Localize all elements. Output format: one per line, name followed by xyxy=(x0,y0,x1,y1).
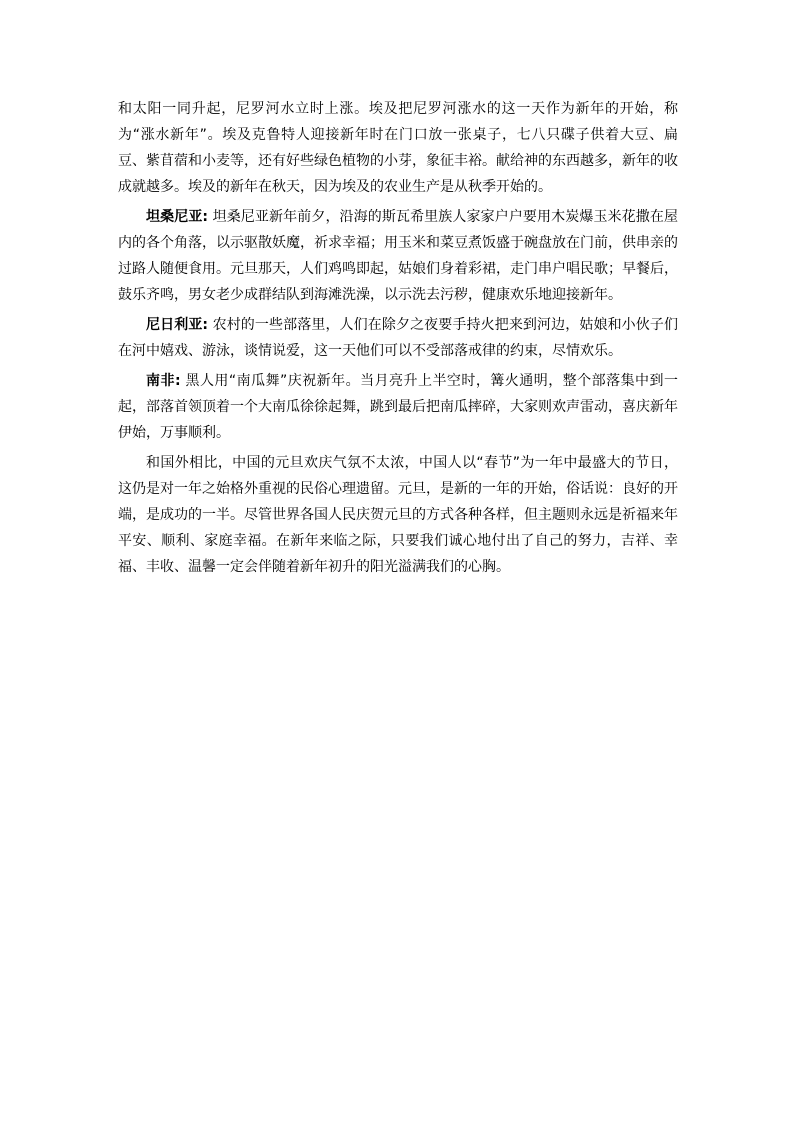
paragraph-nigeria xyxy=(118,312,678,364)
country-label-tanzania: 坦桑尼亚: xyxy=(146,209,209,225)
paragraph-egypt xyxy=(118,96,678,200)
paragraph-text: 和国外相比，中国的元旦欢庆气氛不太浓，中国人以“春节”为一年中最盛大的节日，这仍是对一年之始格外重视的民俗心理遗留。元旦，是新的一年的开始，俗话说：良好的开端，是成功的一半。尽管世界各国人民庆贺元旦的方式各种各样，但主题则永远是祈福来年平安、顺利、家庭幸福。在新年来临之际，只要我们诚心地付出了自己的努力，吉祥、幸福、丰收、温馨一定会伴随着新年初升的阳光溢满我们的心胸。 xyxy=(118,455,678,575)
paragraph-china-comparison xyxy=(118,450,678,580)
paragraph-south-africa xyxy=(118,368,678,446)
paragraph-text: 农村的一些部落里，人们在除夕之夜要手持火把来到河边，姑娘和小伙子们在河中嬉戏、游泳，谈情说爱，这一天他们可以不受部落戒律的约束，尽情欢乐。 xyxy=(118,317,678,359)
paragraph-tanzania xyxy=(118,204,678,308)
document-page xyxy=(118,96,678,584)
country-label-south-africa: 南非: xyxy=(146,373,181,389)
country-label-nigeria: 尼日利亚: xyxy=(146,317,209,333)
paragraph-text: 和太阳一同升起，尼罗河水立时上涨。埃及把尼罗河涨水的这一天作为新年的开始，称为“涨水新年”。埃及克鲁特人迎接新年时在门口放一张桌子，七八只碟子供着大豆、扁豆、紫苜蓿和小麦等，还有好些绿色植物的小芽，象征丰裕。献给神的东西越多，新年的收成就越多。埃及的新年在秋天，因为埃及的农业生产是从秋季开始的。 xyxy=(118,101,678,195)
paragraph-text: 坦桑尼亚新年前夕，沿海的斯瓦希里族人家家户户要用木炭爆玉米花撒在屋内的各个角落，以示驱散妖魔，祈求幸福；用玉米和菜豆煮饭盛于碗盘放在门前，供串亲的过路人随便食用。元旦那天，人们鸡鸣即起，姑娘们身着彩裙，走门串户唱民歌；早餐后，鼓乐齐鸣，男女老少成群结队到海滩洗澡，以示洗去污秽，健康欢乐地迎接新年。 xyxy=(118,209,678,303)
paragraph-text: 黑人用“南瓜舞”庆祝新年。当月亮升上半空时，篝火通明，整个部落集中到一起，部落首领顶着一个大南瓜徐徐起舞，跳到最后把南瓜摔碎，大家则欢声雷动，喜庆新年伊始，万事顺利。 xyxy=(118,373,678,441)
